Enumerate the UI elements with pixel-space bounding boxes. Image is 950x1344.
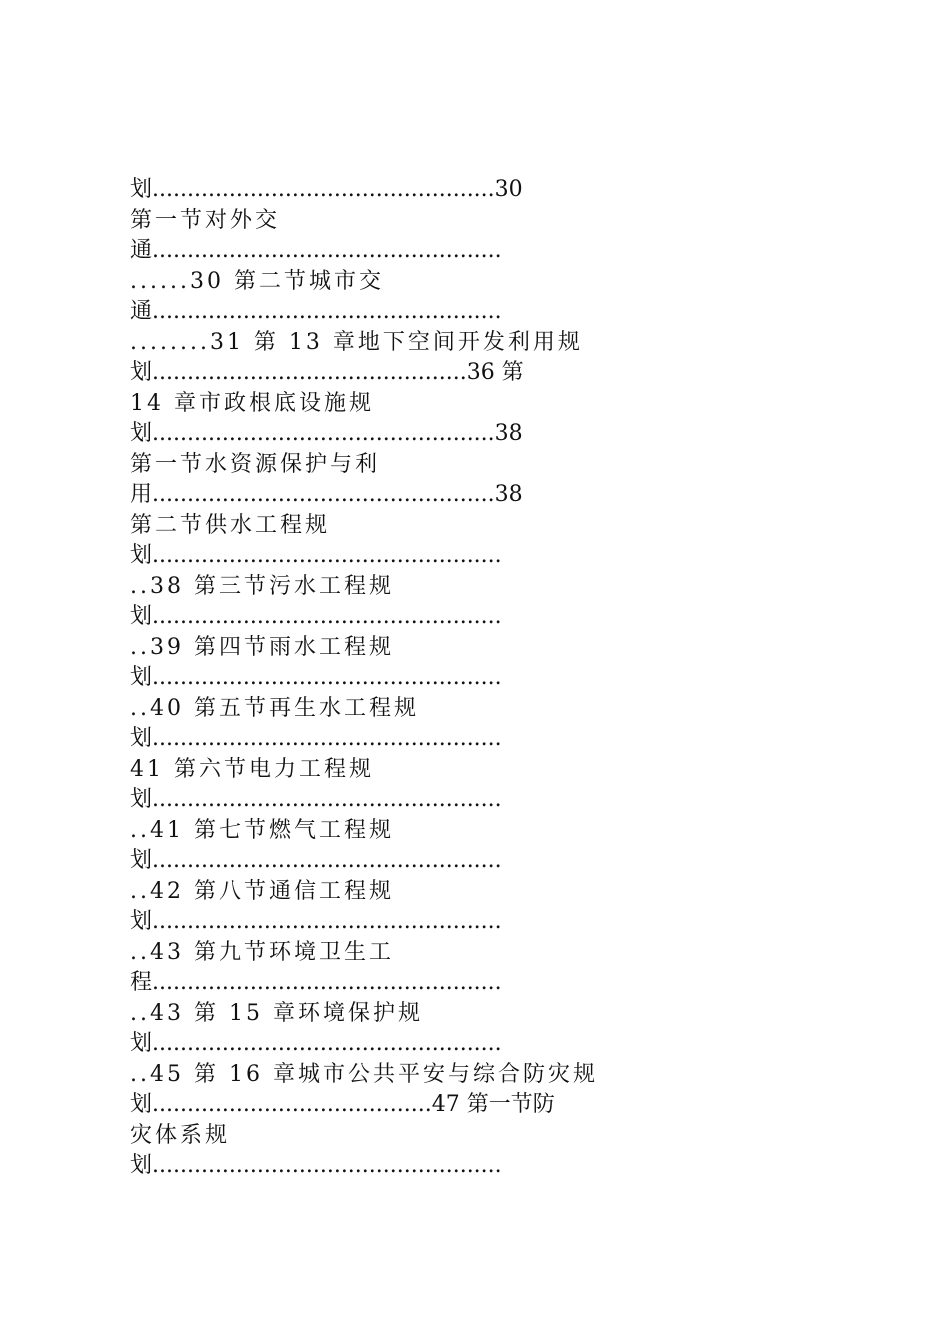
toc-line: 划.............................................36 第: [130, 360, 524, 385]
toc-line: 划.................................................38: [130, 421, 523, 446]
toc-line: 通..................................................: [130, 238, 502, 263]
toc-line: 划..................................................: [130, 787, 502, 812]
toc-line: ..42 第八节通信工程规: [130, 878, 394, 904]
toc-line: ..43 第 15 章环境保护规: [130, 1000, 423, 1026]
toc-line: ..43 第九节环境卫生工: [130, 939, 394, 965]
toc-line: ..39 第四节雨水工程规: [130, 634, 394, 660]
toc-line: 划.................................................30: [130, 177, 523, 202]
toc-line: ..38 第三节污水工程规: [130, 573, 394, 599]
table-of-contents: [130, 175, 830, 1182]
toc-line: ......30 第二节城市交: [130, 268, 384, 294]
toc-line: 程..................................................: [130, 970, 502, 995]
toc-line: 灾体系规: [130, 1122, 231, 1148]
toc-line: 划..................................................: [130, 848, 502, 873]
toc-line: 41 第六节电力工程规: [130, 756, 374, 782]
toc-line: ..41 第七节燃气工程规: [130, 817, 394, 843]
toc-line: 第一节对外交: [130, 207, 281, 233]
toc-line: 划..................................................: [130, 665, 502, 690]
toc-line: 第一节水资源保护与利: [130, 451, 381, 477]
toc-line: ..45 第 16 章城市公共平安与综合防灾规: [130, 1061, 598, 1087]
toc-line: ........31 第 13 章地下空间开发利用规: [130, 329, 583, 355]
toc-line: 划..................................................: [130, 909, 502, 934]
toc-line: 划..................................................: [130, 1153, 502, 1178]
toc-line: 用.................................................38: [130, 482, 523, 507]
toc-line: 划..................................................: [130, 726, 502, 751]
toc-line: ..40 第五节再生水工程规: [130, 695, 419, 721]
toc-line: 14 章市政根底设施规: [130, 390, 374, 416]
toc-line: 划..................................................: [130, 543, 502, 568]
toc-line: 第二节供水工程规: [130, 512, 331, 538]
toc-line: 划..................................................: [130, 604, 502, 629]
toc-line: 划..................................................: [130, 1031, 502, 1056]
toc-line: 通..................................................: [130, 299, 502, 324]
toc-line: 划........................................47 第一节防: [130, 1092, 555, 1117]
